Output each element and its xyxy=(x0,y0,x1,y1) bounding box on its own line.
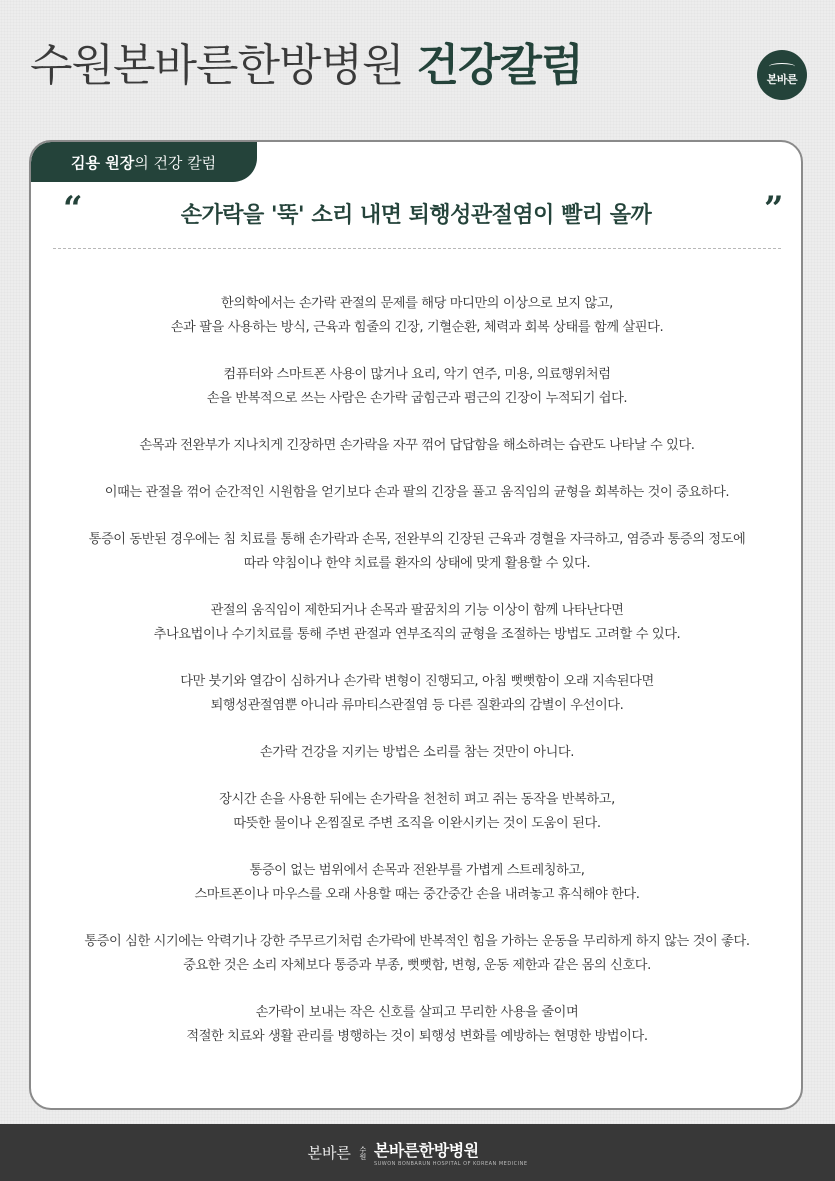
paragraph-line: 다만 붓기와 열감이 심하거나 손가락 변형이 진행되고, 아침 뻣뻣함이 오래 지속된다면 xyxy=(180,674,654,689)
column-paragraph xyxy=(41,434,793,458)
footer-brand xyxy=(374,1138,528,1167)
column-paragraph xyxy=(41,1001,793,1049)
open-quote-icon: “ xyxy=(63,189,83,229)
page-title xyxy=(30,40,583,93)
column-paragraph xyxy=(41,599,793,647)
paragraph-line: 스마트폰이나 마우스를 오래 사용할 때는 중간중간 손을 내려놓고 휴식해야 한다. xyxy=(194,887,640,902)
footer-bar xyxy=(0,1124,835,1181)
brand-logo-badge xyxy=(757,50,807,100)
column-card xyxy=(29,140,803,1110)
paragraph-line: 손목과 전완부가 지나치게 긴장하면 손가락을 자꾸 꺾어 답답함을 해소하려는 습관도 나타날 수 있다. xyxy=(139,438,695,453)
footer-logo: 본바른 xyxy=(307,1144,351,1162)
close-quote-icon: ” xyxy=(764,189,784,229)
paragraph-line: 장시간 손을 사용한 뒤에는 손가락을 천천히 펴고 쥐는 동작을 반복하고, xyxy=(219,792,615,807)
dashed-divider xyxy=(53,248,781,249)
logo-arc-icon xyxy=(769,63,795,70)
paragraph-line: 이때는 관절을 꺾어 순간적인 시원함을 얻기보다 손과 팔의 긴장을 풀고 움직임의 균형을 회복하는 것이 중요하다. xyxy=(104,485,730,500)
paragraph-line: 추나요법이나 수기치료를 통해 주변 관절과 연부조직의 균형을 조절하는 방법도 고려할 수 있다. xyxy=(153,627,681,642)
column-paragraph xyxy=(41,528,793,576)
paragraph-line: 손을 반복적으로 쓰는 사람은 손가락 굽힘근과 폄근의 긴장이 누적되기 쉽다. xyxy=(206,391,628,406)
column-paragraph xyxy=(41,788,793,836)
paragraph-line: 따뜻한 물이나 온찜질로 주변 조직을 이완시키는 것이 도움이 된다. xyxy=(233,816,601,831)
column-tab-label: 의 건강 칼럼 xyxy=(134,153,217,172)
page-title-accent: 건강칼럼 xyxy=(416,40,583,91)
paragraph-line: 적절한 치료와 생활 관리를 병행하는 것이 퇴행성 변화를 예방하는 현명한 방법이다. xyxy=(186,1029,648,1044)
footer-english-name: SUWON BONBARUN HOSPITAL OF KOREAN MEDICINE xyxy=(373,1161,528,1167)
column-paragraph xyxy=(41,741,793,765)
page-title-main: 수원본바른한방병원 xyxy=(30,40,417,91)
paragraph-line: 손가락이 보내는 작은 신호를 살피고 무리한 사용을 줄이며 xyxy=(255,1005,579,1020)
column-paragraph xyxy=(41,292,793,340)
column-paragraph xyxy=(41,670,793,718)
paragraph-line: 한의학에서는 손가락 관절의 문제를 해당 마디만의 이상으로 보지 않고, xyxy=(221,296,613,311)
brand-logo-text: 본바른 xyxy=(766,73,798,86)
column-body xyxy=(41,292,793,1072)
footer-hospital-name: 본바른한방병원 xyxy=(373,1141,479,1160)
paragraph-line: 중요한 것은 소리 자체보다 통증과 부종, 뻣뻣함, 변형, 운동 제한과 같은 몸의 신호다. xyxy=(183,958,651,973)
column-headline: 손가락을 '뚝' 소리 내면 퇴행성관절염이 빨리 올까 xyxy=(180,203,652,228)
author-name: 김용 원장 xyxy=(71,153,135,172)
paragraph-line: 손가락 건강을 지키는 방법은 소리를 참는 것만이 아니다. xyxy=(259,745,575,760)
footer-location: 수원 xyxy=(358,1145,367,1160)
column-paragraph xyxy=(41,930,793,978)
column-author-tab xyxy=(31,142,257,182)
column-paragraph xyxy=(41,363,793,411)
paragraph-line: 통증이 동반된 경우에는 침 치료를 통해 손가락과 손목, 전완부의 긴장된 근육과 경혈을 자극하고, 염증과 통증의 정도에 xyxy=(88,532,746,547)
paragraph-line: 따라 약침이나 한약 치료를 환자의 상태에 맞게 활용할 수 있다. xyxy=(243,556,591,571)
column-paragraph xyxy=(41,859,793,907)
column-paragraph xyxy=(41,481,793,505)
paragraph-line: 컴퓨터와 스마트폰 사용이 많거나 요리, 악기 연주, 미용, 의료행위처럼 xyxy=(223,367,611,382)
paragraph-line: 관절의 움직임이 제한되거나 손목과 팔꿈치의 기능 이상이 함께 나타난다면 xyxy=(210,603,624,618)
paragraph-line: 통증이 심한 시기에는 악력기나 강한 주무르기처럼 손가락에 반복적인 힘을 가하는 운동을 무리하게 하지 않는 것이 좋다. xyxy=(84,934,750,949)
paragraph-line: 통증이 없는 범위에서 손목과 전완부를 가볍게 스트레칭하고, xyxy=(249,863,585,878)
paragraph-line: 퇴행성관절염뿐 아니라 류마티스관절염 등 다른 질환과의 감별이 우선이다. xyxy=(210,698,624,713)
paragraph-line: 손과 팔을 사용하는 방식, 근육과 힘줄의 긴장, 기혈순환, 체력과 회복 상태를 함께 살핀다. xyxy=(170,320,664,335)
